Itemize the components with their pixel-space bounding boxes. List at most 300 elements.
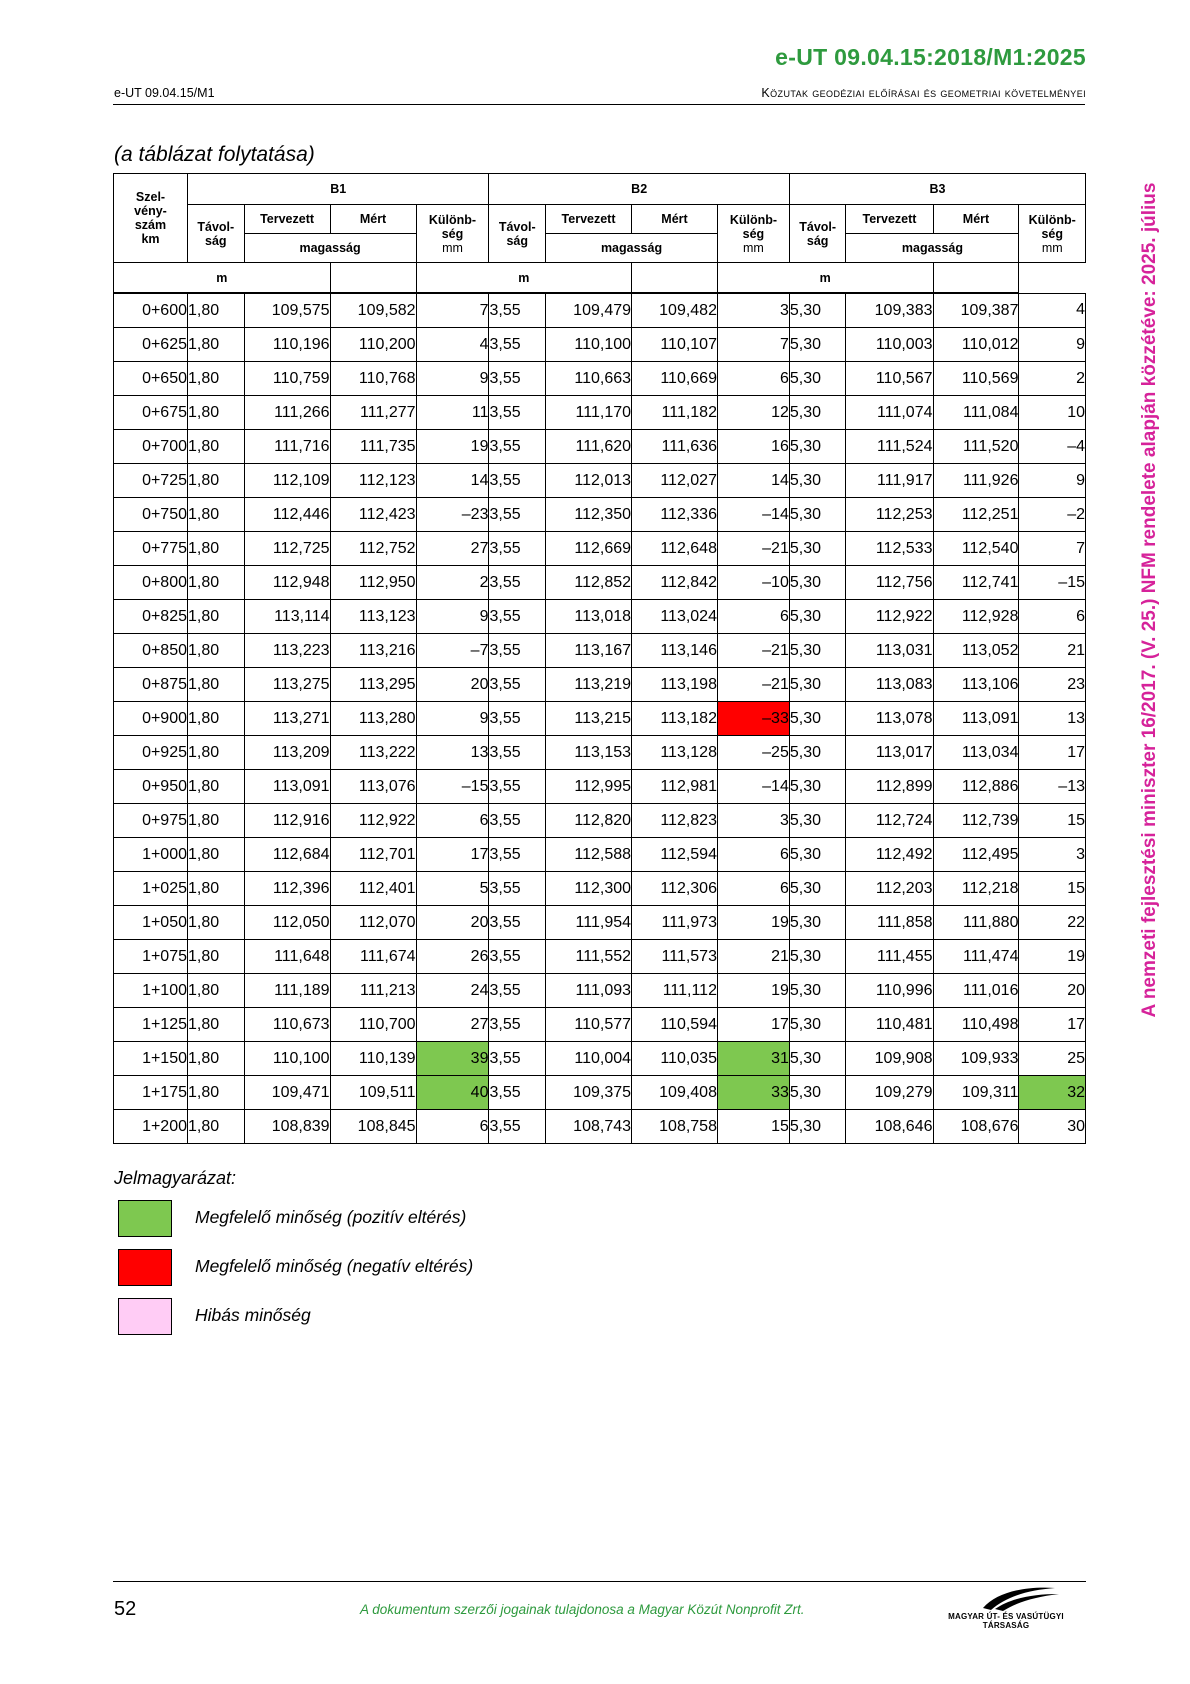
cell-tavolsag: 3,55 [489,804,546,838]
cell-tervezett: 113,167 [546,634,632,668]
cell-tavolsag: 5,30 [789,804,846,838]
cell-tervezett: 112,253 [846,498,933,532]
cell-kulonbseg: 15 [1019,872,1086,906]
page-number: 52 [114,1598,137,1620]
society-logo [925,1582,1087,1628]
cell-mert: 110,594 [632,1008,718,1042]
cell-mert: 112,928 [933,600,1019,634]
cell-mert: 113,216 [330,634,416,668]
cell-tavolsag: 1,80 [188,702,245,736]
cell-tavolsag: 3,55 [489,1042,546,1076]
cell-tavolsag: 3,55 [489,634,546,668]
cell-kulonbseg: 27 [416,1008,489,1042]
cell-kulonbseg: 17 [416,838,489,872]
header-rule [113,104,1085,105]
cell-kulonbseg: –2 [1019,498,1086,532]
cell-tavolsag: 5,30 [789,974,846,1008]
cell-tervezett: 112,533 [846,532,933,566]
cell-tervezett: 108,646 [846,1110,933,1144]
cell-tavolsag: 5,30 [789,430,846,464]
header-unit-blank [632,263,718,294]
cell-kulonbseg: 9 [416,600,489,634]
table-row [114,498,1086,532]
cell-mert: 111,973 [632,906,718,940]
logo-swoosh-icon [925,1582,1087,1612]
cell-kulonbseg: 17 [717,1008,789,1042]
cell-kulonbseg: 10 [1019,396,1086,430]
cell-tavolsag: 1,80 [188,668,245,702]
cell-mert: 111,636 [632,430,718,464]
cell-szelveny: 0+725 [114,464,188,498]
cell-mert: 109,511 [330,1076,416,1110]
table-row [114,328,1086,362]
cell-tavolsag: 1,80 [188,566,245,600]
cell-tavolsag: 5,30 [789,634,846,668]
cell-mert: 112,594 [632,838,718,872]
cell-tavolsag: 5,30 [789,293,846,328]
cell-tavolsag: 3,55 [489,600,546,634]
table-row [114,362,1086,396]
cell-mert: 113,106 [933,668,1019,702]
cell-mert: 111,674 [330,940,416,974]
cell-tavolsag: 5,30 [789,566,846,600]
cell-kulonbseg: –13 [1019,770,1086,804]
table-body [114,293,1086,1144]
cell-tavolsag: 1,80 [188,736,245,770]
header-right: Közutak geodéziai előírásai és geometriai követelményei [761,86,1086,100]
cell-kulonbseg: –14 [717,498,789,532]
cell-tervezett: 108,743 [546,1110,632,1144]
header-unit-blank [330,263,416,294]
logo-text: MAGYAR ÚT- ÉS VASÚTÜGYI TÁRSASÁG [948,1612,1064,1630]
cell-kulonbseg: 6 [717,838,789,872]
cell-tervezett: 112,109 [244,464,330,498]
cell-mert: 113,182 [632,702,718,736]
cell-kulonbseg: 6 [416,1110,489,1144]
cell-mert: 112,701 [330,838,416,872]
cell-szelveny: 0+800 [114,566,188,600]
header-tervezett: Tervezett [546,205,632,234]
cell-tervezett: 113,083 [846,668,933,702]
cell-mert: 112,842 [632,566,718,600]
cell-tavolsag: 3,55 [489,566,546,600]
cell-tavolsag: 1,80 [188,838,245,872]
cell-mert: 112,752 [330,532,416,566]
cell-tavolsag: 3,55 [489,702,546,736]
cell-tavolsag: 1,80 [188,464,245,498]
cell-szelveny: 0+600 [114,293,188,328]
cell-tavolsag: 3,55 [489,1076,546,1110]
cell-kulonbseg: –10 [717,566,789,600]
cell-mert: 112,423 [330,498,416,532]
cell-mert: 113,034 [933,736,1019,770]
header-unit-blank [933,263,1019,294]
cell-tavolsag: 1,80 [188,804,245,838]
cell-tervezett: 111,648 [244,940,330,974]
cell-mert: 111,182 [632,396,718,430]
cell-szelveny: 0+975 [114,804,188,838]
cell-kulonbseg: –15 [1019,566,1086,600]
cell-kulonbseg: –15 [416,770,489,804]
cell-kulonbseg: –21 [717,668,789,702]
cell-mert: 112,739 [933,804,1019,838]
header-tavolsag: Távol- ság [489,205,546,263]
cell-tervezett: 112,948 [244,566,330,600]
cell-mert: 111,735 [330,430,416,464]
cell-mert: 110,035 [632,1042,718,1076]
cell-mert: 108,845 [330,1110,416,1144]
cell-kulonbseg: –14 [717,770,789,804]
cell-tavolsag: 1,80 [188,293,245,328]
cell-tervezett: 112,350 [546,498,632,532]
cell-mert: 112,306 [632,872,718,906]
cell-tervezett: 113,275 [244,668,330,702]
cell-tavolsag: 5,30 [789,940,846,974]
table-row [114,770,1086,804]
cell-tavolsag: 5,30 [789,328,846,362]
cell-mert: 112,070 [330,906,416,940]
header-unit-m: m [717,263,933,294]
cell-szelveny: 0+675 [114,396,188,430]
cell-kulonbseg: 20 [416,906,489,940]
cell-kulonbseg: –21 [717,532,789,566]
cell-szelveny: 0+850 [114,634,188,668]
cell-mert: 112,251 [933,498,1019,532]
legend-title: Jelmagyarázat: [114,1168,237,1188]
cell-kulonbseg: –7 [416,634,489,668]
cell-tervezett: 112,300 [546,872,632,906]
table-row [114,634,1086,668]
cell-mert: 112,401 [330,872,416,906]
cell-tavolsag: 5,30 [789,736,846,770]
continuation-label: (a táblázat folytatása) [114,143,315,166]
header-tervezett: Tervezett [846,205,933,234]
cell-tervezett: 113,215 [546,702,632,736]
table-row [114,872,1086,906]
cell-tavolsag: 5,30 [789,600,846,634]
cell-tervezett: 109,375 [546,1076,632,1110]
cell-tervezett: 113,114 [244,600,330,634]
cell-mert: 111,277 [330,396,416,430]
cell-mert: 113,128 [632,736,718,770]
cell-kulonbseg: 25 [1019,1042,1086,1076]
cell-tavolsag: 3,55 [489,396,546,430]
cell-kulonbseg: 9 [416,702,489,736]
cell-tervezett: 113,031 [846,634,933,668]
cell-mert: 112,950 [330,566,416,600]
cell-tavolsag: 3,55 [489,668,546,702]
cell-szelveny: 1+050 [114,906,188,940]
cell-tavolsag: 3,55 [489,736,546,770]
legend-swatch-green [118,1200,172,1237]
cell-kulonbseg: 17 [1019,1008,1086,1042]
cell-tervezett: 109,908 [846,1042,933,1076]
cell-tavolsag: 3,55 [489,940,546,974]
table-row [114,1008,1086,1042]
cell-tervezett: 112,050 [244,906,330,940]
cell-kulonbseg: –25 [717,736,789,770]
table-row [114,668,1086,702]
cell-kulonbseg: 6 [717,872,789,906]
cell-tervezett: 109,383 [846,293,933,328]
cell-kulonbseg: 9 [416,362,489,396]
cell-mert: 110,669 [632,362,718,396]
cell-mert: 113,295 [330,668,416,702]
cell-tavolsag: 1,80 [188,1076,245,1110]
cell-tavolsag: 5,30 [789,702,846,736]
header-magassag: magasság [546,234,718,263]
cell-kulonbseg: 5 [416,872,489,906]
cell-tervezett: 111,189 [244,974,330,1008]
cell-tavolsag: 3,55 [489,293,546,328]
cell-tervezett: 112,852 [546,566,632,600]
cell-tervezett: 110,004 [546,1042,632,1076]
cell-kulonbseg: 21 [717,940,789,974]
table-row [114,906,1086,940]
cell-szelveny: 0+750 [114,498,188,532]
cell-tervezett: 113,018 [546,600,632,634]
table-row [114,1110,1086,1144]
header-tavolsag: Távol- ság [789,205,846,263]
cell-tervezett: 113,219 [546,668,632,702]
cell-kulonbseg: 6 [717,362,789,396]
cell-tavolsag: 3,55 [489,1008,546,1042]
cell-kulonbseg: 15 [717,1110,789,1144]
cell-tavolsag: 3,55 [489,906,546,940]
cell-tavolsag: 1,80 [188,396,245,430]
cell-kulonbseg: 12 [717,396,789,430]
cell-tervezett: 110,996 [846,974,933,1008]
cell-tavolsag: 3,55 [489,974,546,1008]
cell-tavolsag: 3,55 [489,328,546,362]
cell-tervezett: 111,954 [546,906,632,940]
header-magassag: magasság [846,234,1019,263]
cell-mert: 113,091 [933,702,1019,736]
group-header-b2: B2 [489,174,789,205]
cell-kulonbseg: 3 [1019,838,1086,872]
header-tavolsag: Távol- ság [188,205,245,263]
cell-szelveny: 1+000 [114,838,188,872]
cell-tavolsag: 1,80 [188,498,245,532]
cell-kulonbseg: 2 [416,566,489,600]
cell-tervezett: 111,455 [846,940,933,974]
cell-kulonbseg: 15 [1019,804,1086,838]
cell-mert: 112,495 [933,838,1019,872]
cell-tavolsag: 5,30 [789,362,846,396]
cell-szelveny: 0+900 [114,702,188,736]
cell-tervezett: 113,153 [546,736,632,770]
cell-mert: 111,016 [933,974,1019,1008]
cell-tervezett: 111,716 [244,430,330,464]
cell-tervezett: 111,170 [546,396,632,430]
cell-tervezett: 112,492 [846,838,933,872]
cell-kulonbseg: –23 [416,498,489,532]
cell-kulonbseg: 13 [416,736,489,770]
cell-mert: 111,084 [933,396,1019,430]
cell-tavolsag: 5,30 [789,498,846,532]
cell-mert: 111,474 [933,940,1019,974]
cell-kulonbseg: 26 [416,940,489,974]
legend-swatch-pink [118,1298,172,1335]
cell-mert: 110,012 [933,328,1019,362]
cell-mert: 112,648 [632,532,718,566]
cell-kulonbseg: 16 [717,430,789,464]
cell-tervezett: 113,271 [244,702,330,736]
cell-tervezett: 113,078 [846,702,933,736]
legend-label: Hibás minőség [195,1305,311,1325]
cell-kulonbseg: 7 [717,328,789,362]
copyright-note: A dokumentum szerzői jogainak tulajdonosa a Magyar Közút Nonprofit Zrt. [360,1602,805,1617]
cell-mert: 109,582 [330,293,416,328]
cell-tervezett: 112,724 [846,804,933,838]
cell-mert: 113,146 [632,634,718,668]
cell-kulonbseg: 7 [416,293,489,328]
cell-tavolsag: 5,30 [789,396,846,430]
cell-tervezett: 112,725 [244,532,330,566]
cell-tervezett: 112,396 [244,872,330,906]
cell-szelveny: 1+200 [114,1110,188,1144]
cell-kulonbseg: 2 [1019,362,1086,396]
cell-kulonbseg: 6 [1019,600,1086,634]
group-header-b3: B3 [789,174,1085,205]
cell-kulonbseg: 20 [416,668,489,702]
cell-mert: 109,482 [632,293,718,328]
cell-mert: 113,076 [330,770,416,804]
cell-tavolsag: 1,80 [188,1110,245,1144]
cell-tervezett: 112,916 [244,804,330,838]
cell-mert: 112,981 [632,770,718,804]
cell-tervezett: 111,917 [846,464,933,498]
cell-kulonbseg: 27 [416,532,489,566]
cell-tervezett: 113,209 [244,736,330,770]
cell-tervezett: 111,266 [244,396,330,430]
cell-kulonbseg: –21 [717,634,789,668]
table-row [114,566,1086,600]
cell-tavolsag: 3,55 [489,872,546,906]
cell-tavolsag: 5,30 [789,1008,846,1042]
cell-mert: 111,880 [933,906,1019,940]
table-row [114,838,1086,872]
legend-label: Megfelelő minőség (pozitív eltérés) [195,1207,467,1227]
cell-mert: 113,198 [632,668,718,702]
cell-mert: 112,823 [632,804,718,838]
cell-mert: 110,498 [933,1008,1019,1042]
header-kulonbseg: Különb- ség mm [1019,205,1086,263]
cell-mert: 113,123 [330,600,416,634]
side-publication-note: A nemzeti fejlesztési miniszter 16/2017. (V. 25.) NFM rendelete alapján közzétéve: 2025. július [1139,182,1160,1018]
cell-tervezett: 113,091 [244,770,330,804]
cell-tervezett: 110,577 [546,1008,632,1042]
cell-tavolsag: 3,55 [489,532,546,566]
cell-mert: 112,218 [933,872,1019,906]
cell-mert: 111,926 [933,464,1019,498]
cell-szelveny: 0+775 [114,532,188,566]
cell-tervezett: 113,223 [244,634,330,668]
cell-szelveny: 0+925 [114,736,188,770]
cell-tavolsag: 3,55 [489,430,546,464]
cell-tavolsag: 1,80 [188,362,245,396]
legend-label: Megfelelő minőség (negatív eltérés) [195,1256,474,1276]
cell-tavolsag: 1,80 [188,600,245,634]
cell-tavolsag: 1,80 [188,974,245,1008]
cell-kulonbseg: 31 [717,1042,789,1076]
cell-mert: 110,700 [330,1008,416,1042]
table-row [114,600,1086,634]
cell-tervezett: 110,673 [244,1008,330,1042]
cell-mert: 112,123 [330,464,416,498]
cell-mert: 112,922 [330,804,416,838]
cell-tervezett: 110,663 [546,362,632,396]
cell-mert: 110,200 [330,328,416,362]
cell-tavolsag: 3,55 [489,362,546,396]
cell-mert: 108,758 [632,1110,718,1144]
cell-kulonbseg: 6 [416,804,489,838]
cell-kulonbseg: 7 [1019,532,1086,566]
legend-swatch-red [118,1249,172,1286]
cell-kulonbseg: 19 [1019,940,1086,974]
cell-kulonbseg: 3 [717,293,789,328]
cell-tervezett: 112,820 [546,804,632,838]
cell-tervezett: 109,575 [244,293,330,328]
cell-tervezett: 112,899 [846,770,933,804]
cell-tervezett: 110,100 [244,1042,330,1076]
cell-kulonbseg: 4 [416,328,489,362]
header-kulonbseg: Különb- ség mm [416,205,489,263]
cell-tavolsag: 5,30 [789,668,846,702]
cell-szelveny: 0+875 [114,668,188,702]
cell-mert: 111,520 [933,430,1019,464]
cell-tervezett: 109,279 [846,1076,933,1110]
cell-tavolsag: 1,80 [188,770,245,804]
header-unit-m: m [416,263,632,294]
table-row [114,396,1086,430]
cell-mert: 111,112 [632,974,718,1008]
cell-mert: 113,280 [330,702,416,736]
cell-tavolsag: 1,80 [188,634,245,668]
cell-kulonbseg: 30 [1019,1110,1086,1144]
cell-tervezett: 112,669 [546,532,632,566]
cell-tavolsag: 5,30 [789,532,846,566]
header-left: e-UT 09.04.15/M1 [114,86,215,100]
cell-mert: 113,222 [330,736,416,770]
cell-tavolsag: 5,30 [789,770,846,804]
cell-kulonbseg: 4 [1019,293,1086,328]
cell-kulonbseg: 14 [416,464,489,498]
cell-szelveny: 0+825 [114,600,188,634]
cell-kulonbseg: 32 [1019,1076,1086,1110]
cell-kulonbseg: 6 [717,600,789,634]
table-row [114,430,1086,464]
cell-tervezett: 111,524 [846,430,933,464]
header-szelveny: Szel- vény- szám km [114,174,188,263]
cell-tervezett: 110,196 [244,328,330,362]
header-unit-m: m [114,263,331,294]
cell-mert: 112,540 [933,532,1019,566]
cell-tavolsag: 5,30 [789,1042,846,1076]
cell-kulonbseg: 23 [1019,668,1086,702]
table-row [114,532,1086,566]
cell-tavolsag: 1,80 [188,906,245,940]
cell-tavolsag: 1,80 [188,430,245,464]
cell-tervezett: 111,093 [546,974,632,1008]
cell-kulonbseg: 20 [1019,974,1086,1008]
cell-mert: 111,573 [632,940,718,974]
header-mert: Mért [330,205,416,234]
cell-tavolsag: 3,55 [489,770,546,804]
cell-szelveny: 0+950 [114,770,188,804]
document-id: e-UT 09.04.15:2018/M1:2025 [775,44,1086,70]
cell-tavolsag: 1,80 [188,328,245,362]
